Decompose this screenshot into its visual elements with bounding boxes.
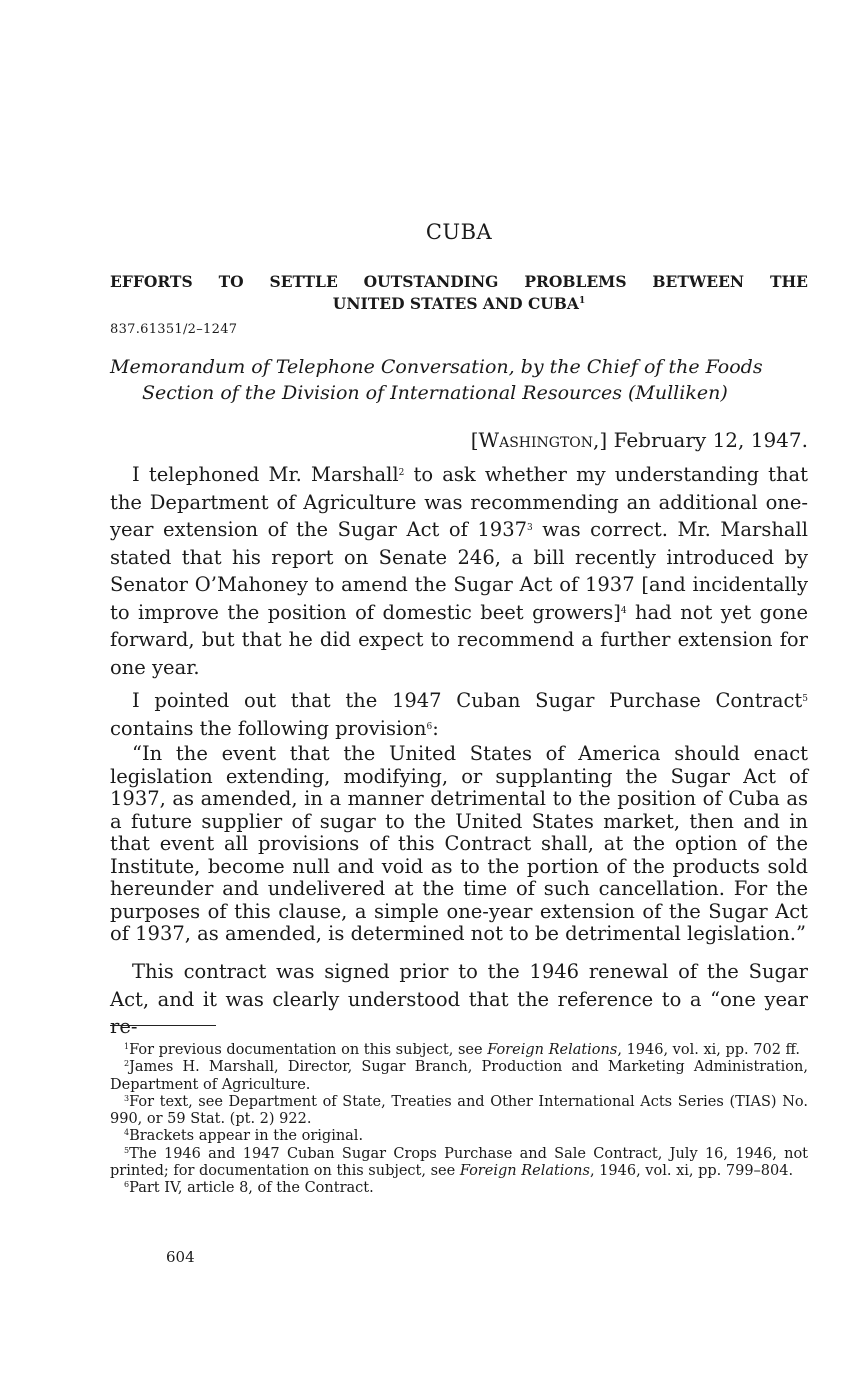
footnote-ref-3: 3 [527,523,533,533]
paragraph-3: This contract was signed prior to the 1946 renewal of the Sugar Act, and it was clearly understood that the reference to a “one year re- [110,960,808,1038]
document-title [110,354,808,406]
footnote-ref-6: 6 [426,721,433,732]
footnote-ref-1: 1 [578,296,586,306]
footnote-text: James H. Marshall, Director, Sugar Branch, Production and Marketing Administration, Department of Agriculture. [110,1059,808,1093]
paragraph-1-text-a: I telephoned Mr. Marshall [132,463,399,486]
footnote-text: For previous documentation on this subject, see [129,1042,488,1058]
paragraph-1-text-b: to ask whether my understanding that the Department of Agriculture was recommending an additional one-year extension of the Sugar Act of 1937 [110,463,809,541]
footnote-text: Part IV, article 8, of the Contract. [129,1180,374,1197]
footnote-2 [110,1059,808,1094]
paragraph-1-text-d: had not yet gone forward, but that he did expect to recommend a further extension for one year. [110,600,808,679]
footnote-number: 3 [124,1093,130,1103]
footnote-number: 1 [124,1042,130,1051]
paragraph-2-colon: : [432,716,439,740]
quoted-provision: “In the event that the United States of America should enact legislation extending, modifying, or supplanting the Sugar Act of 1937, as amended, in a manner detrimental to the position of Cuba as a future supplier of sugar to the United States market, then and in that event all provisions of this Contract shall, at the option of the Institute, become null and void as to the portion of the products sold hereunder and undelivered at the time of such cancellation. For the purposes of this clause, a simple one-year extension of the Sugar Act of 1937, as amended, is determined not to be detrimental legislation.” [110,742,808,945]
footnote-ref-4: 4 [620,605,627,616]
paragraph-1 [110,461,808,681]
page-number: 604 [166,1248,195,1266]
dateline [471,428,808,452]
footnote-ref-2: 2 [398,468,405,478]
document-page [110,0,808,1380]
footnote-number: 6 [124,1180,130,1190]
footnote-number: 4 [124,1128,130,1138]
footnote-text: For text, see Department of State, Treaties and Other International Acts Series (TIAS) No. 990, or 59 Stat. (pt. 2) 922. [110,1093,808,1128]
footnote-citation: Foreign Relations [459,1163,590,1180]
footnote-number: 5 [124,1145,130,1155]
country-heading: CUBA [425,220,493,244]
subject-heading-line-1: EFFORTS TO SETTLE OUTSTANDING PROBLEMS BETWEEN THE [110,272,808,291]
subject-heading-line-2 [110,293,808,315]
dateline-date: February 12, 1947. [613,428,808,452]
file-number: 837.61351/2–1247 [110,322,238,337]
dateline-place: [Washington,] [470,428,608,452]
document-title-line-1: Memorandum of Telephone Conversation, by the Chief of the Foods [110,356,763,378]
footnote-divider [110,1025,216,1026]
paragraph-2 [110,687,808,742]
footnote-3 [110,1094,808,1129]
footnote-text: Brackets appear in the original. [129,1128,364,1145]
footnote-6 [110,1180,808,1197]
footnote-5 [110,1146,808,1181]
footnote-text: , 1946, vol. xi, pp. 702 ff. [617,1042,800,1058]
memo-body [110,461,808,742]
footnote-number: 2 [124,1059,130,1069]
footnote-citation: Foreign Relations [487,1042,618,1058]
paragraph-1-text-c: was correct. Mr. Marshall stated that his report on Senate 246, a bill recently introduced by Senator O’Mahoney to amend the Sugar Act of 1937 [and incidentally to improve the position of domestic beet growers] [110,518,808,624]
footnotes [110,1042,808,1198]
paragraph-2-text-a: I pointed out that the 1947 Cuban Sugar Purchase Contract [132,689,803,712]
document-title-line-2: Section of the Division of International Resources (Mulliken) [142,382,728,404]
footnote-text: , 1946, vol. xi, pp. 799–804. [589,1163,794,1180]
footnote-text: The 1946 and 1947 Cuban Sugar Crops Purchase and Sale Contract, July 16, 1946, not printed; for documentation on this subject, see [110,1145,808,1180]
paragraph-2-text-b: contains the following provision [110,716,427,740]
subject-heading [110,271,808,315]
footnote-ref-5: 5 [802,694,808,704]
footnote-1 [110,1042,808,1059]
footnote-4 [110,1128,808,1145]
subject-heading-text: UNITED STATES AND CUBA [332,294,579,313]
